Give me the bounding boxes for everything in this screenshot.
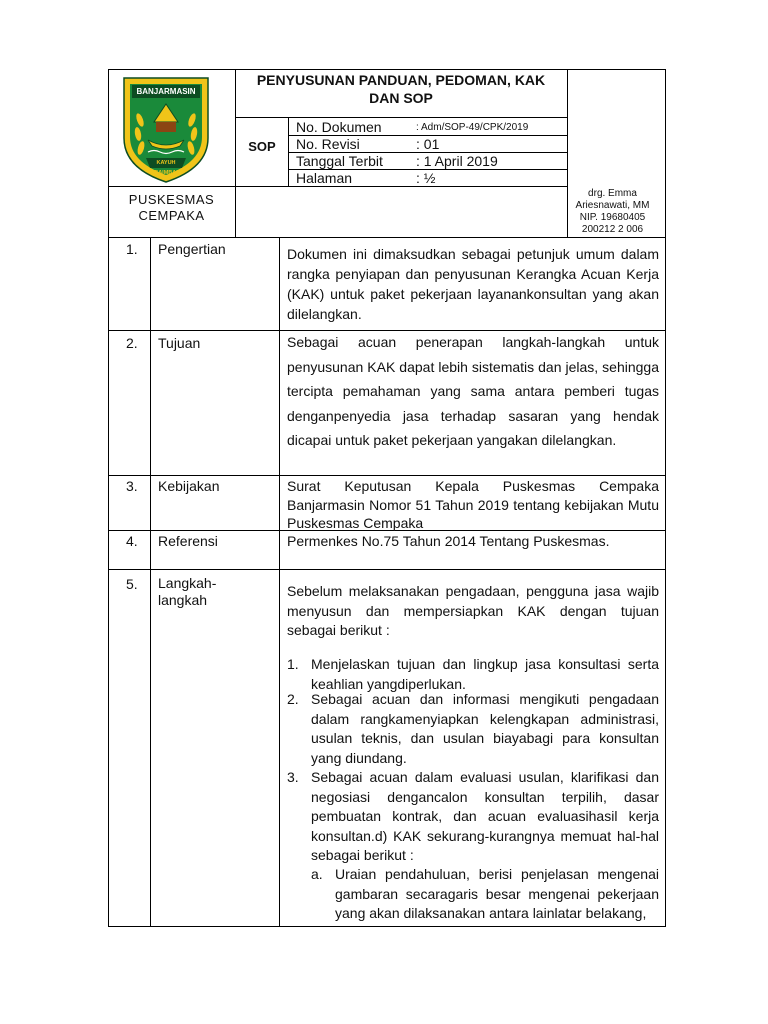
- table-border-top: [108, 69, 666, 70]
- info-row-revisi: [296, 136, 566, 153]
- row-separator-4: [108, 569, 666, 570]
- signatory-block: [560, 188, 665, 236]
- info-row-halaman: [296, 170, 566, 187]
- document-title: PENYUSUNAN PANDUAN, PEDOMAN, KAK DAN SOP: [256, 72, 546, 106]
- section-number-3: 3.: [126, 478, 138, 494]
- org-name-line-1: PUSKESMAS: [128, 192, 215, 207]
- section-title-langkah-line-2: langkah: [158, 592, 208, 608]
- body-col-divider-1: [150, 237, 151, 927]
- row-separator-2: [108, 475, 666, 476]
- sub-list-item-a-text: Uraian pendahuluan, berisi penjelasan mengenai gambaran secaragaris besar mengenai pekerjaan yang akan dilaksanakan antara lainlatar belakang,: [335, 866, 659, 921]
- list-item-2-number: 2.: [287, 691, 299, 707]
- signatory-nip-line-1: NIP. 19680405: [579, 212, 646, 223]
- list-item-1-text: Menjelaskan tujuan dan lingkup jasa konsultasi serta keahlian yangdiperlukan.: [311, 656, 659, 692]
- section-title-tujuan: Tujuan: [158, 335, 201, 351]
- section-text-referensi: Permenkes No.75 Tahun 2014 Tentang Puskesmas.: [287, 533, 610, 549]
- logo-top-text: BANJARMASIN: [136, 87, 196, 96]
- list-item-2-text: Sebagai acuan dan informasi mengikuti pengadaan dalam rangkamenyiapkan kelengkapan administrasi, usulan teknis, dan usulan biayabagi para konsultan yang diundang.: [311, 691, 659, 766]
- info-row-dokumen: [296, 118, 566, 135]
- logo-bottom-text: KAYUH BAIMBAI: [154, 160, 178, 176]
- list-item-3: [287, 768, 659, 868]
- org-name: [108, 192, 235, 224]
- section-title-kebijakan: Kebijakan: [158, 478, 220, 494]
- table-border-bottom: [108, 926, 666, 927]
- info-value-dokumen: : Adm/SOP-49/CPK/2019: [416, 122, 529, 133]
- info-value-revisi: : 01: [416, 136, 440, 152]
- section-title-pengertian: Pengertian: [158, 241, 226, 257]
- header-bottom: [108, 237, 666, 238]
- sub-list-item-a-letter: a.: [311, 866, 323, 882]
- info-value-halaman: : ½: [416, 170, 436, 186]
- section-title-langkah: [158, 575, 216, 609]
- list-item-2: [287, 690, 659, 770]
- info-label-halaman: Halaman: [296, 170, 353, 186]
- section-text-pengertian: Dokumen ini dimaksudkan sebagai petunjuk umum dalam rangka penyiapan dan penyusunan Kerangka Acuan Kerja (KAK) untuk paket pekerjaan layanankonsultan yang akan dilelangkan.: [287, 246, 659, 322]
- signatory-name-line-1: drg. Emma: [588, 188, 637, 199]
- section-text-kebijakan: Surat Keputusan Kepala Puskesmas Cempaka Banjarmasin Nomor 51 Tahun 2019 tentang kebijakan Mutu Puskesmas Cempaka: [287, 478, 659, 531]
- info-value-tanggal: : 1 April 2019: [416, 153, 498, 169]
- section-title-langkah-line-1: Langkah-: [158, 575, 217, 591]
- section-number-5: 5.: [126, 576, 138, 592]
- list-item-1-number: 1.: [287, 656, 299, 672]
- table-border-right: [665, 69, 666, 927]
- info-label-dokumen: No. Dokumen: [296, 119, 382, 135]
- section-text-tujuan: Sebagai acuan penerapan langkah-langkah untuk penyusunan KAK dapat lebih sistematis dan jelas, sehingga tercipta pemahaman yang sama antara pemberi tugas denganpenyedia jasa terhadap sasaran yang hendak dicapai untuk paket pekerjaan yangakan dilelangkan.: [287, 334, 659, 448]
- signatory-nip-line-2: 200212 2 006: [581, 224, 644, 235]
- sop-label: SOP: [248, 139, 276, 154]
- info-label-revisi: No. Revisi: [296, 136, 360, 152]
- info-row-tanggal: [296, 153, 566, 170]
- section-number-2: 2.: [126, 335, 138, 351]
- section-number-1: 1.: [126, 241, 138, 257]
- list-item-3-number: 3.: [287, 769, 299, 785]
- list-item-3-text: Sebagai acuan dalam evaluasi usulan, klarifikasi dan negosiasi dengancalon konsultan terpilih, dasar pembuatan kontrak, dan acuan evaluasihasil kerja konsultan.d) KAK sekurang-kurangnya memuat hal-hal sebagai berikut :: [311, 769, 659, 863]
- signatory-name-line-2: Ariesnawati, MM: [575, 200, 650, 211]
- section-title-referensi: Referensi: [158, 533, 218, 549]
- sub-list-item-a: [311, 865, 659, 925]
- puskesmas-logo: [118, 72, 214, 184]
- body-col-divider-2: [279, 237, 280, 927]
- info-label-tanggal: Tanggal Terbit: [296, 153, 383, 169]
- section-intro-langkah: Sebelum melaksanakan pengadaan, pengguna jasa wajib menyusun dan mempersiapkan KAK dengan tujuan sebagai berikut :: [287, 583, 659, 638]
- org-name-line-2: CEMPAKA: [138, 208, 205, 223]
- list-item-1: [287, 655, 659, 695]
- section-number-4: 4.: [126, 533, 138, 549]
